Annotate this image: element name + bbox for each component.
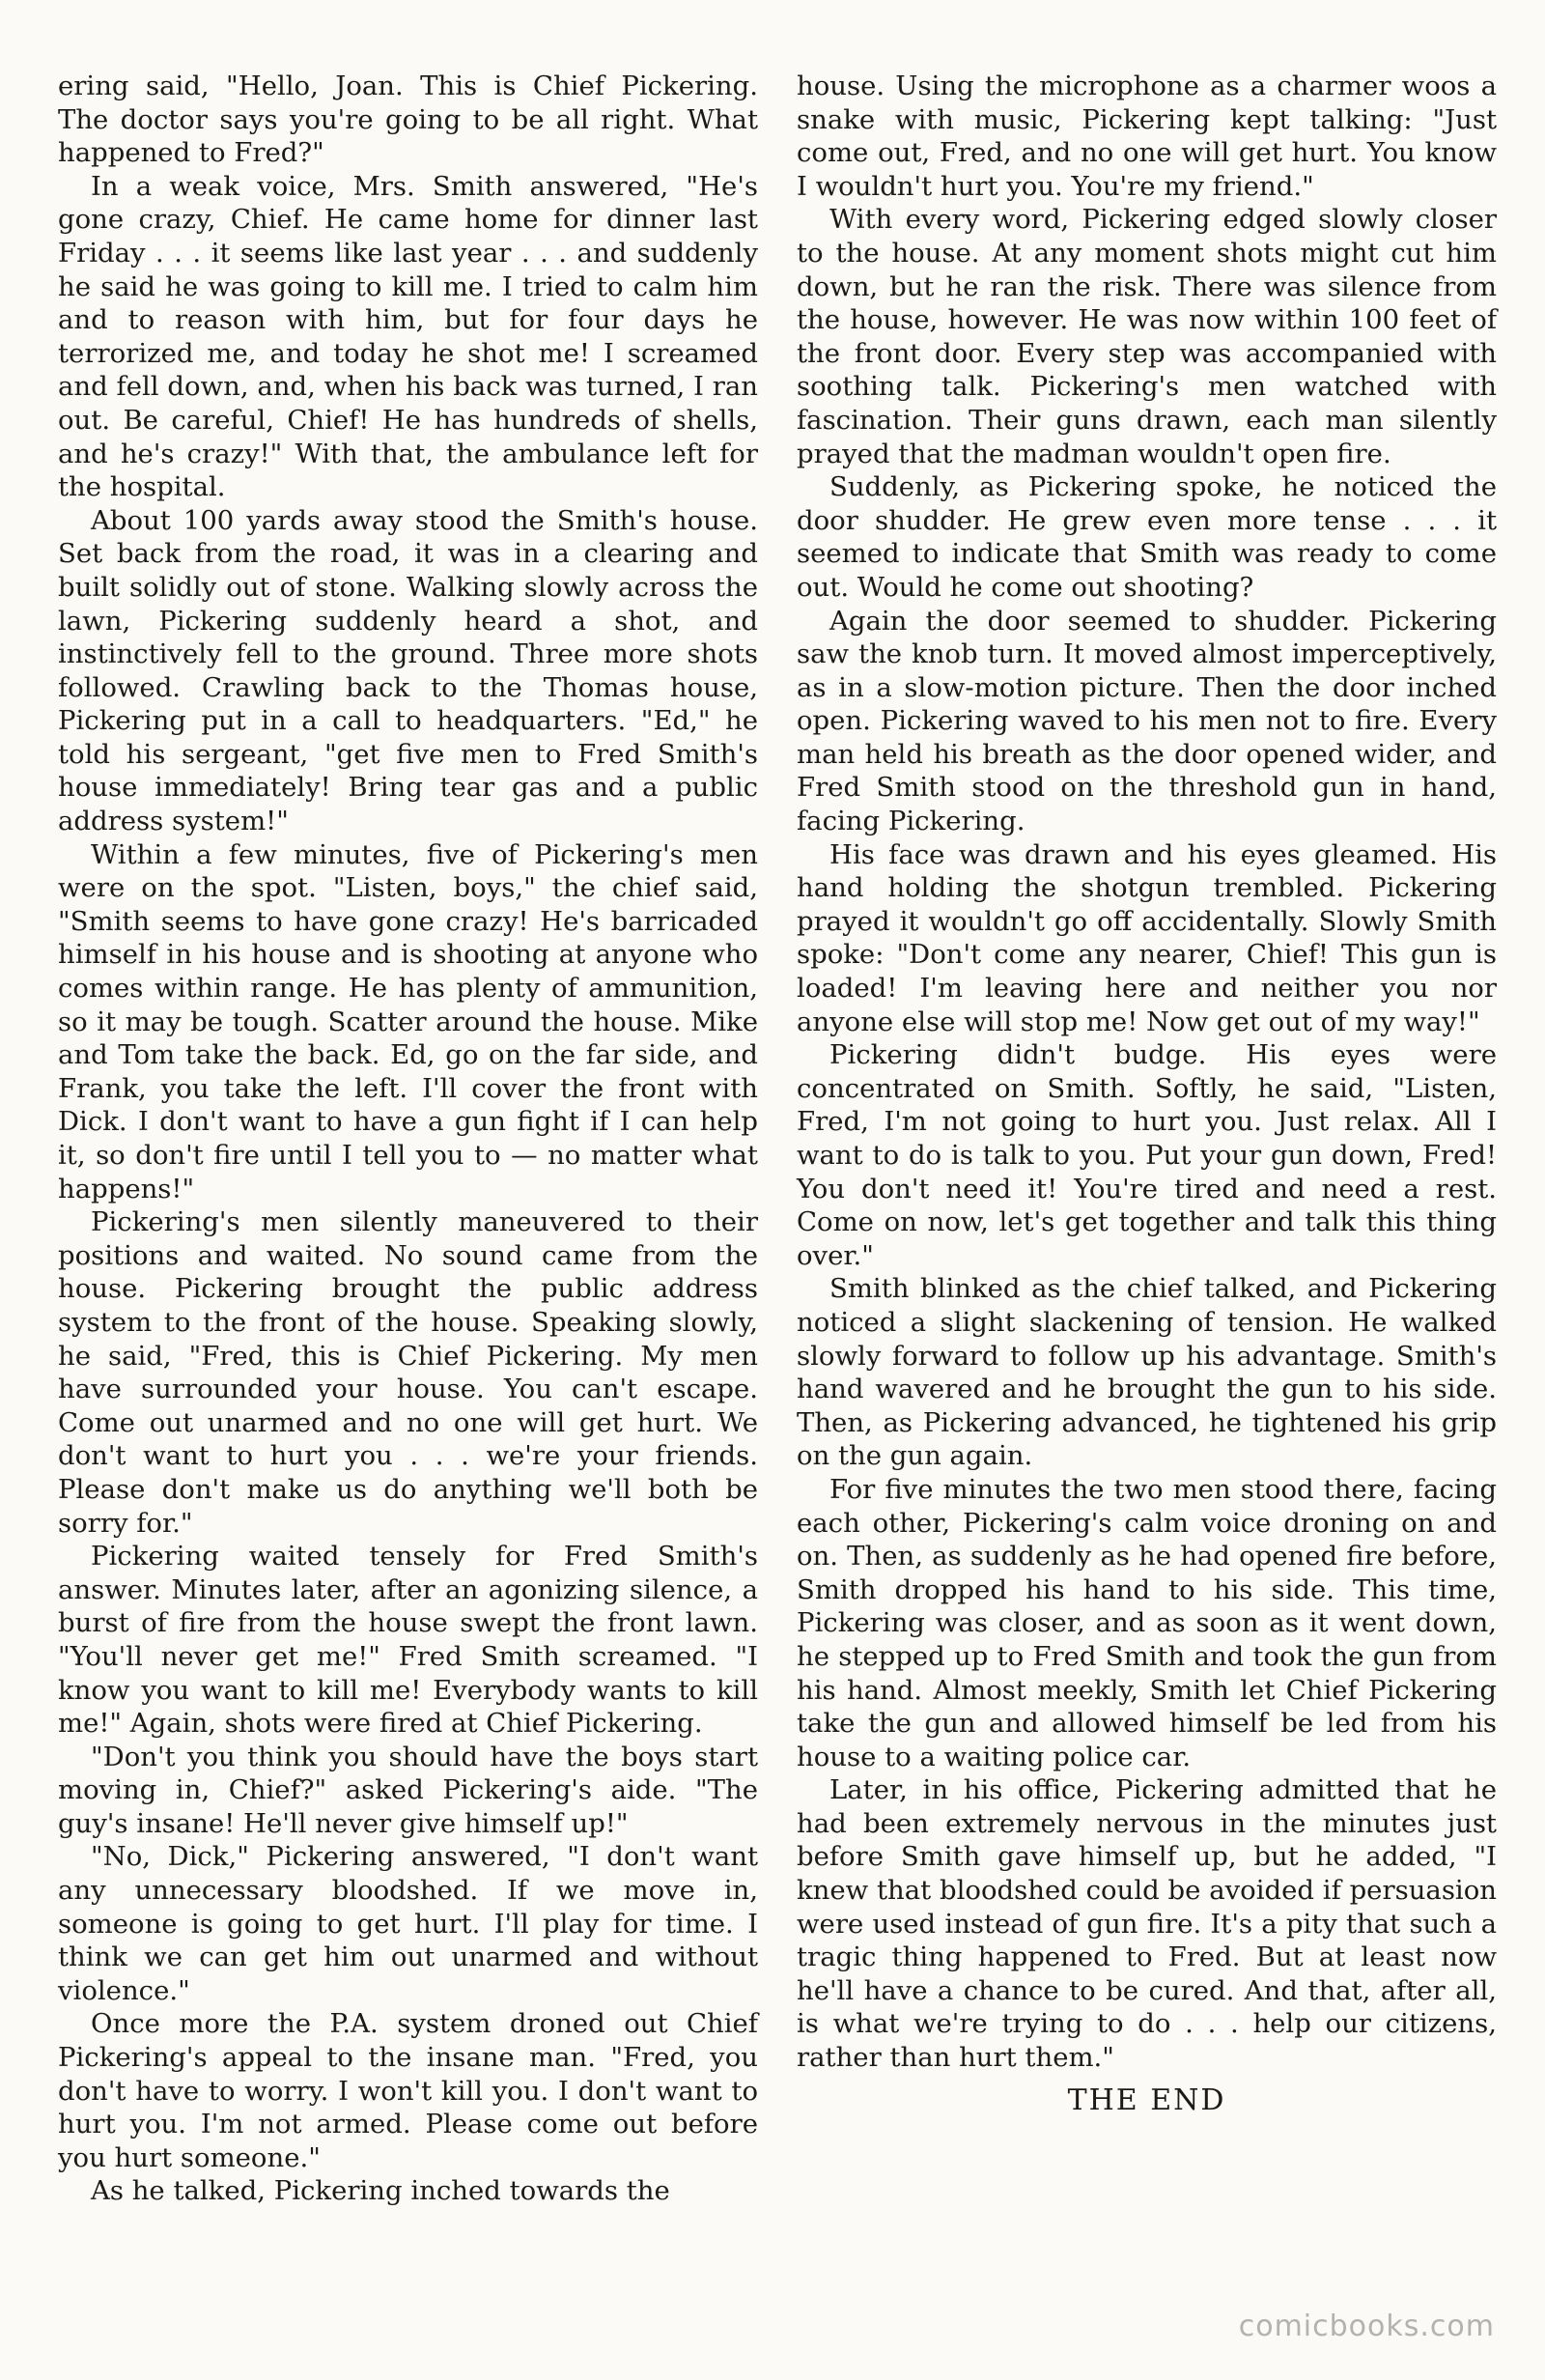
paragraph: Pickering waited tensely for Fred Smith's answer. Minutes later, after an agonizing silence, a burst of fire from the house swept the front lawn. "You'll never get me!" Fred Smith screamed. "I know you want to kill me! Everybody wants to kill me!" Again, shots were fired at Chief Pickering. — [58, 1541, 758, 1740]
paragraph: With every word, Pickering edged slowly closer to the house. At any moment shots might cut him down, but he ran the risk. There was silence from the house, however. He was now within 100 feet of the front door. Every step was accompanied with soothing talk. Pickering's men watched with fascination. Their guns drawn, each man silently prayed that the madman wouldn't open fire. — [797, 204, 1497, 469]
paragraph: As he talked, Pickering inched towards the — [91, 2175, 670, 2207]
story-page — [58, 70, 1497, 2291]
paragraph: Pickering's men silently maneuvered to their positions and waited. No sound came from the house. Pickering brought the public address system to the front of the house. Speaking slowly, he said, "Fred, this is Chief Pickering. My men have surrounded your house. You can't escape. Come out unarmed and no one will get hurt. We don't want to hurt you . . . we're your friends. Please don't make us do anything we'll both be sorry for." — [58, 1206, 758, 1539]
right-column — [797, 70, 1497, 2291]
paragraph: Suddenly, as Pickering spoke, he noticed the door shudder. He grew even more tense . . . it seemed to indicate that Smith was ready to come out. Would he come out shooting? — [797, 471, 1497, 603]
paragraph: "Don't you think you should have the boys start moving in, Chief?" asked Pickering's aide. "The guy's insane! He'll never give himself up!" — [58, 1741, 758, 1839]
paragraph: Again the door seemed to shudder. Pickering saw the knob turn. It moved almost imperceptively, as in a slow-motion picture. Then the door inched open. Pickering waved to his men not to fire. Every man held his breath as the door opened wider, and Fred Smith stood on the threshold gun in hand, facing Pickering. — [797, 605, 1497, 837]
the-end-label: THE END — [1067, 2082, 1226, 2117]
paragraph: Pickering didn't budge. His eyes were concentrated on Smith. Softly, he said, "Listen, Fred, I'm not going to hurt you. Just relax. All I want to do is talk to you. Put your gun down, Fred! You don't need it! You're tired and need a rest. Come on now, let's get together and talk this thing over." — [797, 1039, 1497, 1271]
watermark: comicbooks.com — [1238, 2309, 1495, 2343]
left-column — [58, 70, 758, 2291]
paragraph: For five minutes the two men stood there, facing each other, Pickering's calm voice droning on and on. Then, as suddenly as he had opened fire before, Smith dropped his hand to his side. This time, Pickering was closer, and as soon as it went down, he stepped up to Fred Smith and took the gun from his hand. Almost meekly, Smith let Chief Pickering take the gun and allowed himself be led from his house to a waiting police car. — [797, 1473, 1497, 1772]
paragraph: His face was drawn and his eyes gleamed. His hand holding the shotgun trembled. Pickering prayed it wouldn't go off accidentally. Slowly Smith spoke: "Don't come any nearer, Chief! This gun is loaded! I'm leaving here and neither you nor anyone else will stop me! Now get out of my way!" — [797, 838, 1497, 1037]
paragraph: About 100 yards away stood the Smith's house. Set back from the road, it was in a clearing and built solidly out of stone. Walking slowly across the lawn, Pickering suddenly heard a shot, and instinctively fell to the ground. Three more shots followed. Crawling back to the Thomas house, Pickering put in a call to headquarters. "Ed," he told his sergeant, "get five men to Fred Smith's house immediately! Bring tear gas and a public address system!" — [58, 504, 758, 837]
paragraph: Once more the P.A. system droned out Chief Pickering's appeal to the insane man. "Fred, you don't have to worry. I won't kill you. I don't want to hurt you. I'm not armed. Please come out before you hurt someone." — [58, 2008, 758, 2173]
paragraph: Within a few minutes, five of Pickering's men were on the spot. "Listen, boys," the chief said, "Smith seems to have gone crazy! He's barricaded himself in his house and is shooting at anyone who comes within range. He has plenty of ammunition, so it may be tough. Scatter around the house. Mike and Tom take the back. Ed, go on the far side, and Frank, you take the left. I'll cover the front with Dick. I don't want to have a gun fight if I can help it, so don't fire until I tell you to — no matter what happens!" — [58, 838, 758, 1204]
paragraph: Smith blinked as the chief talked, and Pickering noticed a slight slackening of tension. He walked slowly forward to follow up his advantage. Smith's hand wavered and he brought the gun to his side. Then, as Pickering advanced, he tightened his grip on the gun again. — [797, 1273, 1497, 1472]
paragraph: In a weak voice, Mrs. Smith answered, "He's gone crazy, Chief. He came home for dinner last Friday . . . it seems like last year . . . and suddenly he said he was going to kill me. I tried to calm him and to reason with him, but for four days he terrorized me, and today he shot me! I screamed and fell down, and, when his back was turned, I ran out. Be careful, Chief! He has hundreds of shells, and he's crazy!" With that, the ambulance left for the hospital. — [58, 170, 758, 503]
paragraph: "No, Dick," Pickering answered, "I don't want any unnecessary bloodshed. If we move in, someone is going to get hurt. I'll play for time. I think we can get him out unarmed and without violence." — [58, 1841, 758, 2006]
paragraph: ering said, "Hello, Joan. This is Chief Pickering. The doctor says you're going to be all right. What happened to Fred?" — [58, 71, 758, 169]
paragraph: Later, in his office, Pickering admitted that he had been extremely nervous in the minutes just before Smith gave himself up, but he added, "I knew that bloodshed could be avoided if persuasion were used instead of gun fire. It's a pity that such a tragic thing happened to Fred. But at least now he'll have a chance to be cured. And that, after all, is what we're trying to do . . . help our citizens, rather than hurt them." — [797, 1774, 1497, 2074]
paragraph: house. Using the microphone as a charmer woos a snake with music, Pickering kept talking: "Just come out, Fred, and no one will get hurt. You know I wouldn't hurt you. You're my friend." — [797, 71, 1497, 202]
